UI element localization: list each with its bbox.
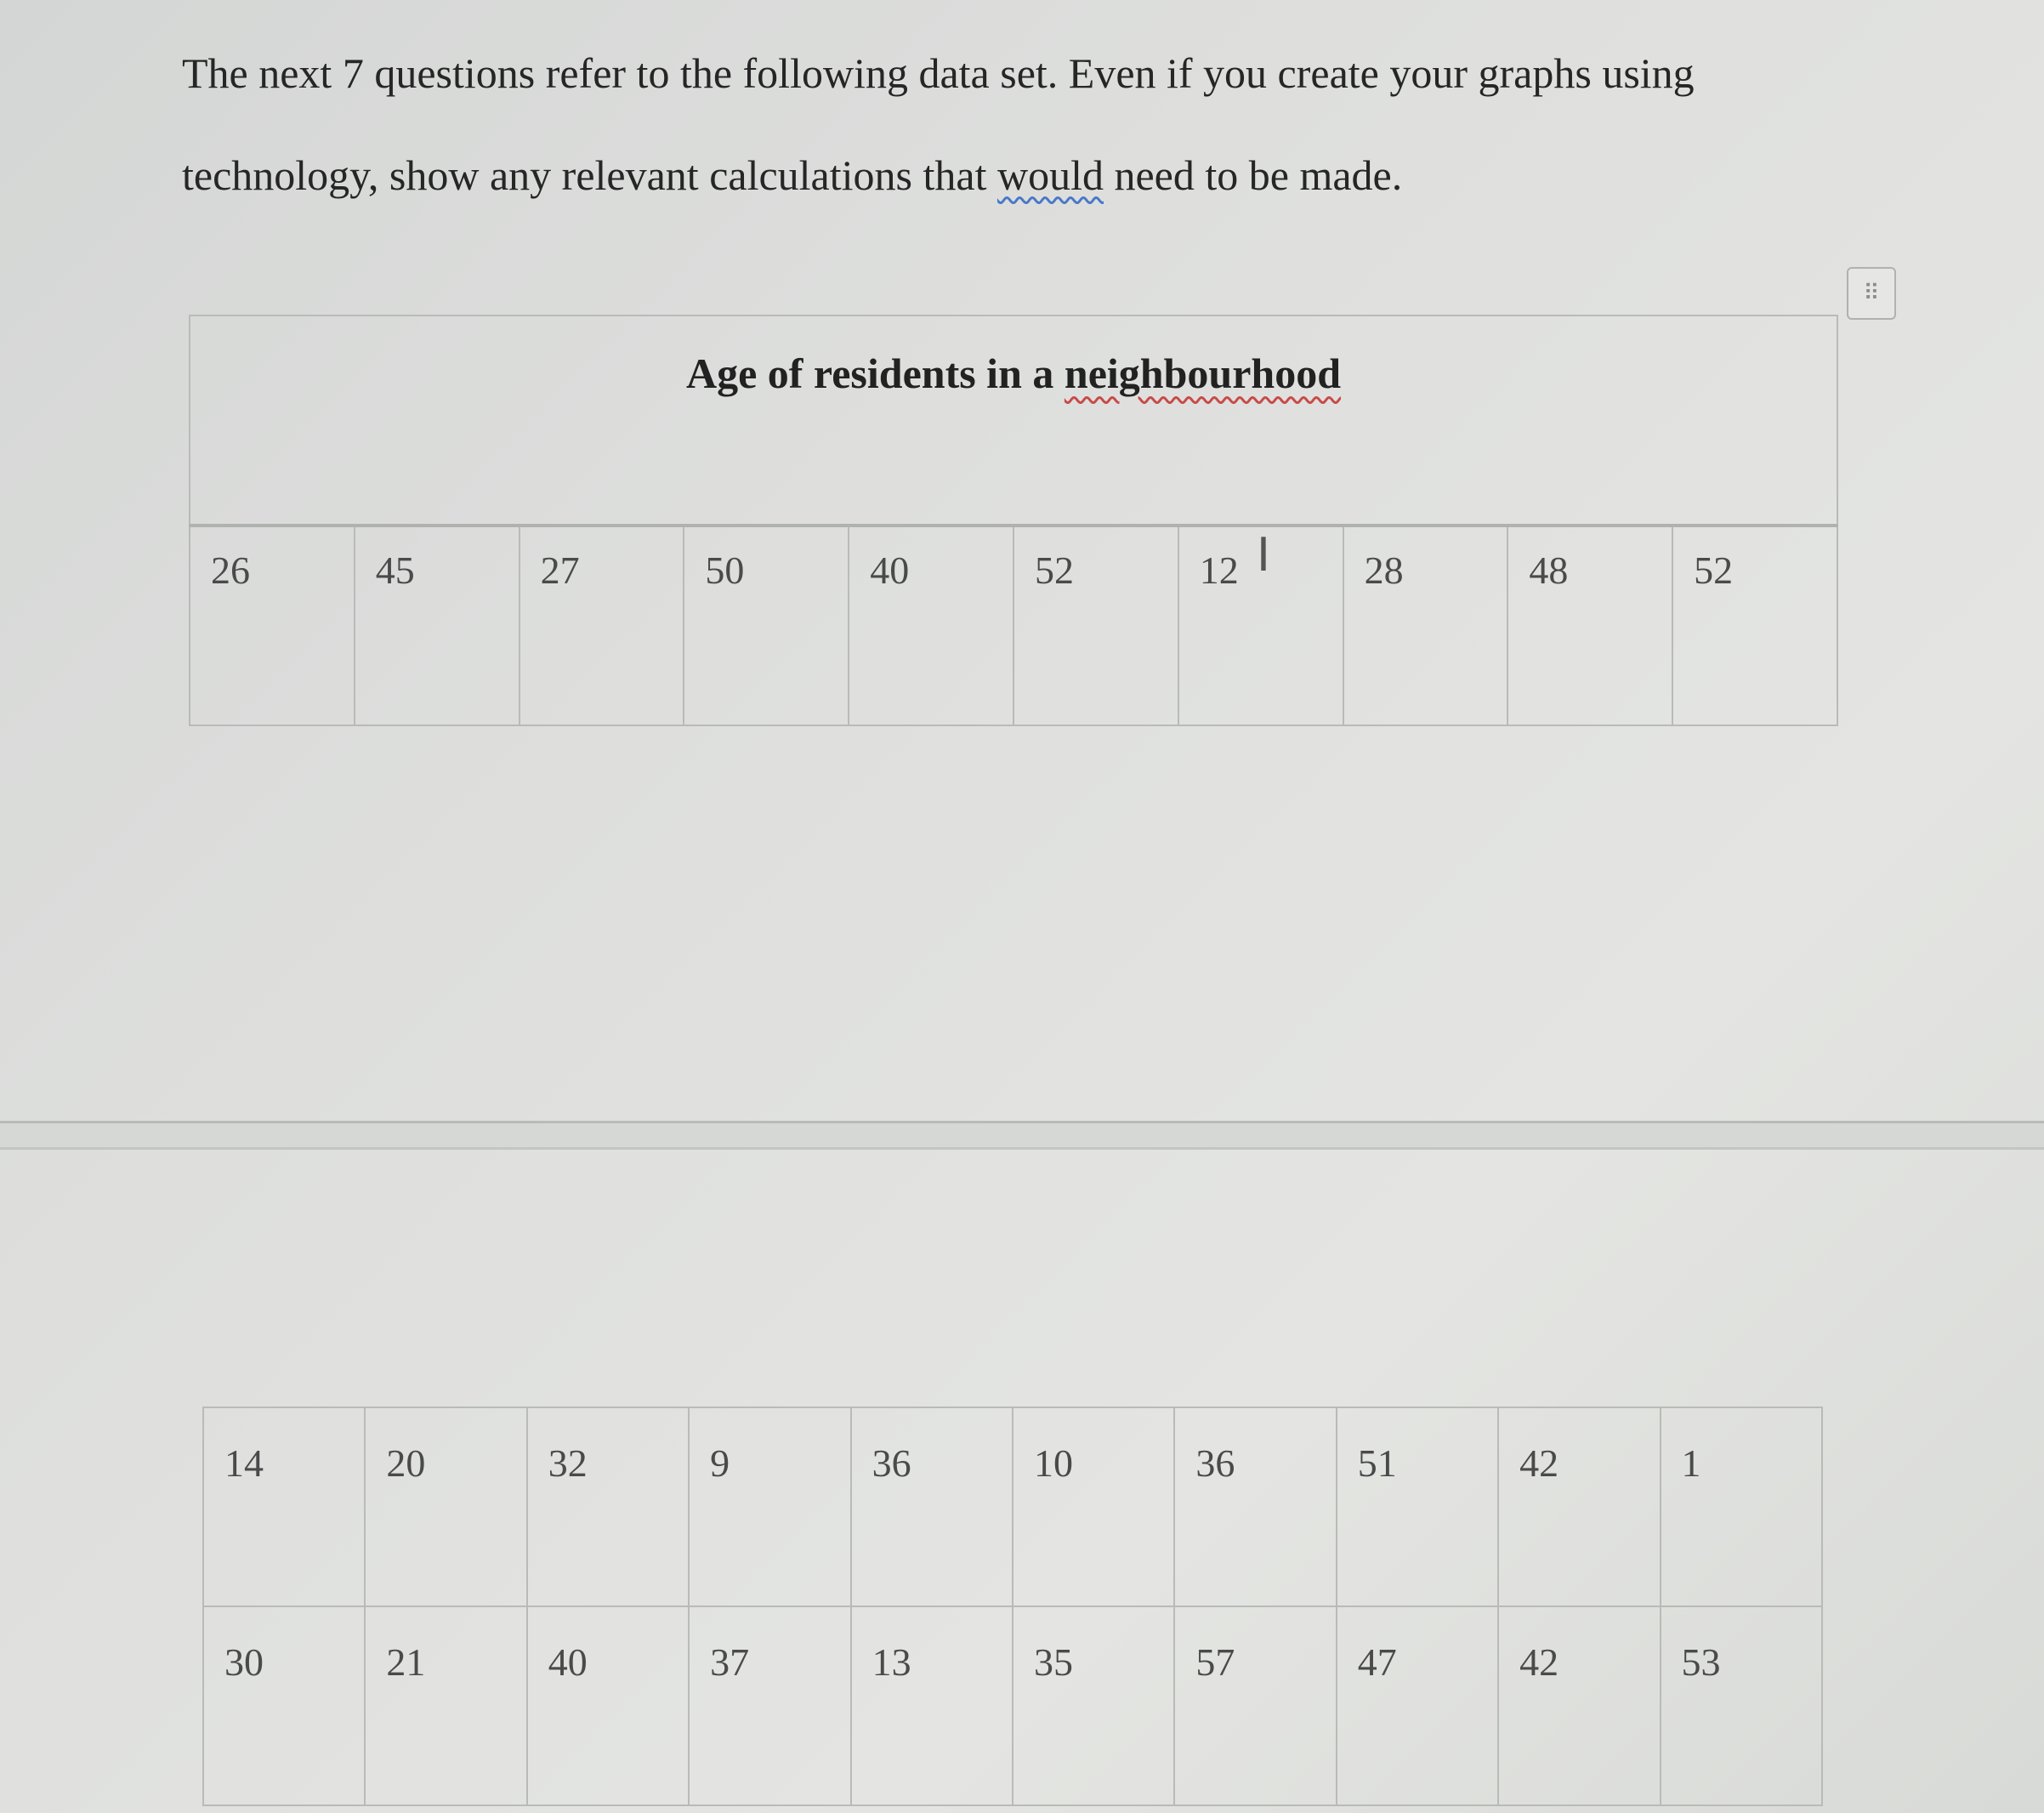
table-row: [190, 526, 1837, 725]
cell-value: 1: [1681, 1441, 1701, 1485]
table-cell[interactable]: [190, 526, 355, 725]
cell-value: 50: [705, 548, 745, 592]
intro-text-line-2: [182, 150, 1402, 201]
cell-value: 40: [870, 548, 910, 592]
table-cell[interactable]: [1672, 526, 1837, 725]
cell-value: 52: [1694, 548, 1734, 592]
table-title: [686, 349, 1341, 398]
cell-value: 30: [224, 1640, 264, 1684]
cell-value: 14: [224, 1441, 264, 1485]
table-cell[interactable]: [1498, 1606, 1660, 1805]
data-table-1: [189, 315, 1838, 726]
cell-value: 45: [375, 548, 415, 592]
grammar-flagged-word[interactable]: would: [996, 151, 1104, 199]
cell-value: 36: [1195, 1441, 1235, 1485]
cell-value: 52: [1034, 548, 1074, 592]
cell-value: 40: [548, 1640, 588, 1684]
table-row: [203, 1407, 1822, 1606]
cell-value: 36: [872, 1441, 911, 1485]
table-cell[interactable]: [684, 526, 849, 725]
table-cell[interactable]: [1013, 1407, 1174, 1606]
table-cell[interactable]: [1174, 1606, 1336, 1805]
table-cell[interactable]: [520, 526, 684, 725]
table-cell[interactable]: [365, 1407, 526, 1606]
table-cell[interactable]: [1661, 1606, 1822, 1805]
intro-text-part: technology, show any relevant calculations that: [182, 151, 997, 199]
cell-value: 37: [710, 1640, 750, 1684]
cell-value: 26: [211, 548, 250, 592]
table-cell[interactable]: [365, 1606, 526, 1805]
cell-value: 42: [1519, 1640, 1559, 1684]
cell-value: 21: [386, 1640, 426, 1684]
table-cell[interactable]: [355, 526, 520, 725]
cell-value: 9: [710, 1441, 730, 1485]
table-cell[interactable]: [203, 1407, 365, 1606]
cell-value: 47: [1357, 1640, 1397, 1684]
table-cell[interactable]: [1661, 1407, 1822, 1606]
table-title-cell[interactable]: [190, 315, 1837, 526]
page-break-divider: [0, 1121, 2044, 1150]
cell-value: 13: [872, 1640, 911, 1684]
table-cell[interactable]: [1507, 526, 1672, 725]
table-cell[interactable]: [527, 1407, 689, 1606]
table-cell[interactable]: [849, 526, 1013, 725]
table-cell[interactable]: [689, 1606, 850, 1805]
cell-value: 35: [1033, 1640, 1073, 1684]
data-table-2: [202, 1407, 1823, 1806]
cell-value: 32: [548, 1441, 588, 1485]
cell-value: 53: [1681, 1640, 1721, 1684]
table-cell[interactable]: [1013, 1606, 1174, 1805]
table-cell[interactable]: [1013, 526, 1178, 725]
table-cell[interactable]: [527, 1606, 689, 1805]
cell-value: 27: [540, 548, 580, 592]
table-cell[interactable]: [203, 1606, 365, 1805]
cell-value: 10: [1033, 1441, 1073, 1485]
table-cell[interactable]: [851, 1606, 1013, 1805]
spelling-flagged-word[interactable]: neighbourhood: [1064, 350, 1342, 397]
intro-text-line-1: The next 7 questions refer to the following data set. Even if you create your graphs using: [182, 49, 1695, 97]
table-row: [203, 1606, 1822, 1805]
cell-value: 51: [1357, 1441, 1397, 1485]
table-cell[interactable]: [689, 1407, 850, 1606]
cell-value: 12: [1199, 548, 1239, 592]
cell-value: 57: [1195, 1640, 1235, 1684]
table-cell[interactable]: [1337, 1606, 1498, 1805]
text-cursor-icon: I: [1257, 528, 1270, 582]
table-cell[interactable]: [1343, 526, 1508, 725]
cell-value: 42: [1519, 1441, 1559, 1485]
table-cell[interactable]: [851, 1407, 1013, 1606]
cell-value: 20: [386, 1441, 426, 1485]
table-title-part: Age of residents in a: [685, 350, 1065, 397]
cell-value: 28: [1364, 548, 1404, 592]
table-move-handle-icon[interactable]: ⠿: [1847, 267, 1896, 320]
intro-text-part: need to be made.: [1103, 151, 1403, 199]
table-cell[interactable]: [1498, 1407, 1660, 1606]
cell-value: 48: [1529, 548, 1569, 592]
table-cell[interactable]: [1174, 1407, 1336, 1606]
table-cell[interactable]: [1337, 1407, 1498, 1606]
